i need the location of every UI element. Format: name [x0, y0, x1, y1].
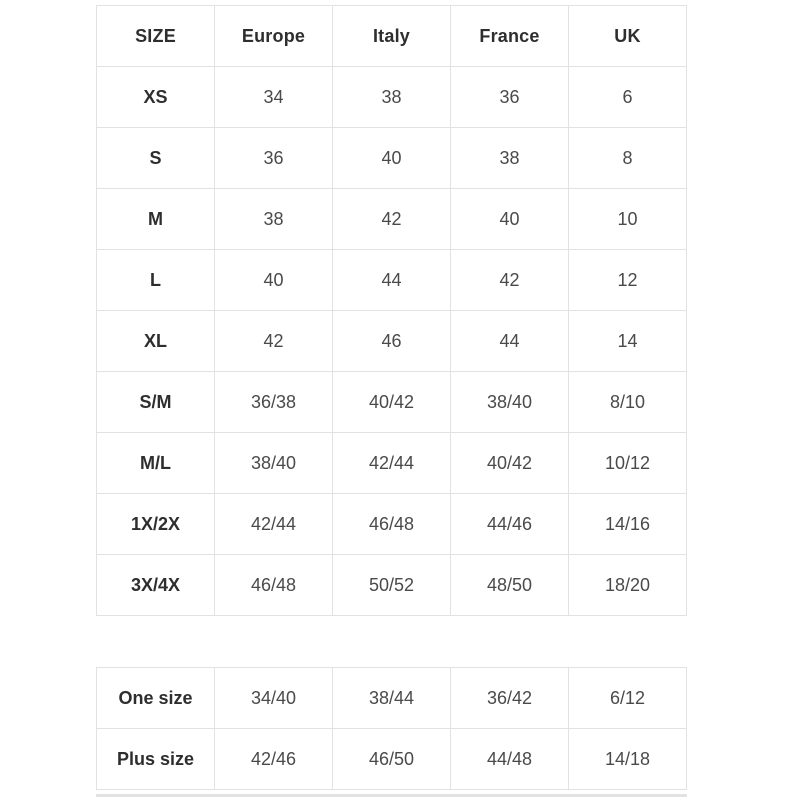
table-row: [97, 128, 687, 189]
table-row: [97, 494, 687, 555]
table-cell: 38: [451, 128, 569, 189]
table-cell: 38: [215, 189, 333, 250]
column-header-uk: UK: [569, 6, 687, 67]
table-row: [97, 372, 687, 433]
table-cell: 44: [451, 311, 569, 372]
table-row: [97, 668, 687, 729]
table-cell: 38/44: [333, 668, 451, 729]
table-cell: 10: [569, 189, 687, 250]
table-row: [97, 555, 687, 616]
table-cell: 34: [215, 67, 333, 128]
row-label: XS: [97, 67, 215, 128]
table-cell: 14/18: [569, 729, 687, 790]
table-cell: 40: [451, 189, 569, 250]
table-cell: 42/46: [215, 729, 333, 790]
size-conversion-table: [96, 5, 687, 616]
table-row: [97, 250, 687, 311]
table-cell: 8/10: [569, 372, 687, 433]
table-cell: 18/20: [569, 555, 687, 616]
special-sizes-table: [96, 667, 687, 790]
table-cell: 36/42: [451, 668, 569, 729]
table-row: [97, 67, 687, 128]
row-label: M: [97, 189, 215, 250]
row-label: 3X/4X: [97, 555, 215, 616]
row-label: S/M: [97, 372, 215, 433]
table-cell: 42: [333, 189, 451, 250]
table-row: [97, 729, 687, 790]
column-header-europe: Europe: [215, 6, 333, 67]
table-cell: 40: [333, 128, 451, 189]
table-cell: 42/44: [215, 494, 333, 555]
table-cell: 38: [333, 67, 451, 128]
table-cell: 36: [215, 128, 333, 189]
table-cell: 46/48: [215, 555, 333, 616]
row-label: M/L: [97, 433, 215, 494]
table-cell: 36: [451, 67, 569, 128]
table-cell: 42: [451, 250, 569, 311]
table-cell: 8: [569, 128, 687, 189]
table-row: [97, 189, 687, 250]
table-cell: 46: [333, 311, 451, 372]
row-label: Plus size: [97, 729, 215, 790]
table-cell: 48/50: [451, 555, 569, 616]
table-cell: 38/40: [451, 372, 569, 433]
table-cell: 44: [333, 250, 451, 311]
table-cell: 38/40: [215, 433, 333, 494]
table-cell: 40/42: [451, 433, 569, 494]
special-sizes-table-body: [97, 668, 687, 790]
table-cell: 10/12: [569, 433, 687, 494]
table-cell: 44/48: [451, 729, 569, 790]
row-label: S: [97, 128, 215, 189]
table-cell: 12: [569, 250, 687, 311]
column-header-italy: Italy: [333, 6, 451, 67]
table-header-row: [97, 6, 687, 67]
row-label: 1X/2X: [97, 494, 215, 555]
table-cell: 46/50: [333, 729, 451, 790]
table-cell: 42: [215, 311, 333, 372]
table-cell: 46/48: [333, 494, 451, 555]
table-cell: 34/40: [215, 668, 333, 729]
table-cell: 50/52: [333, 555, 451, 616]
table-cell: 14/16: [569, 494, 687, 555]
table-cell: 14: [569, 311, 687, 372]
row-label: XL: [97, 311, 215, 372]
table-row: [97, 433, 687, 494]
table-cell: 36/38: [215, 372, 333, 433]
table-cell: 42/44: [333, 433, 451, 494]
table-row: [97, 311, 687, 372]
row-label: L: [97, 250, 215, 311]
row-label: One size: [97, 668, 215, 729]
size-table-body: [97, 67, 687, 616]
table-cell: 44/46: [451, 494, 569, 555]
column-header-size: SIZE: [97, 6, 215, 67]
table-cell: 6/12: [569, 668, 687, 729]
table-cell: 40/42: [333, 372, 451, 433]
column-header-france: France: [451, 6, 569, 67]
table-cell: 40: [215, 250, 333, 311]
next-table-top-border: [96, 794, 687, 797]
table-cell: 6: [569, 67, 687, 128]
